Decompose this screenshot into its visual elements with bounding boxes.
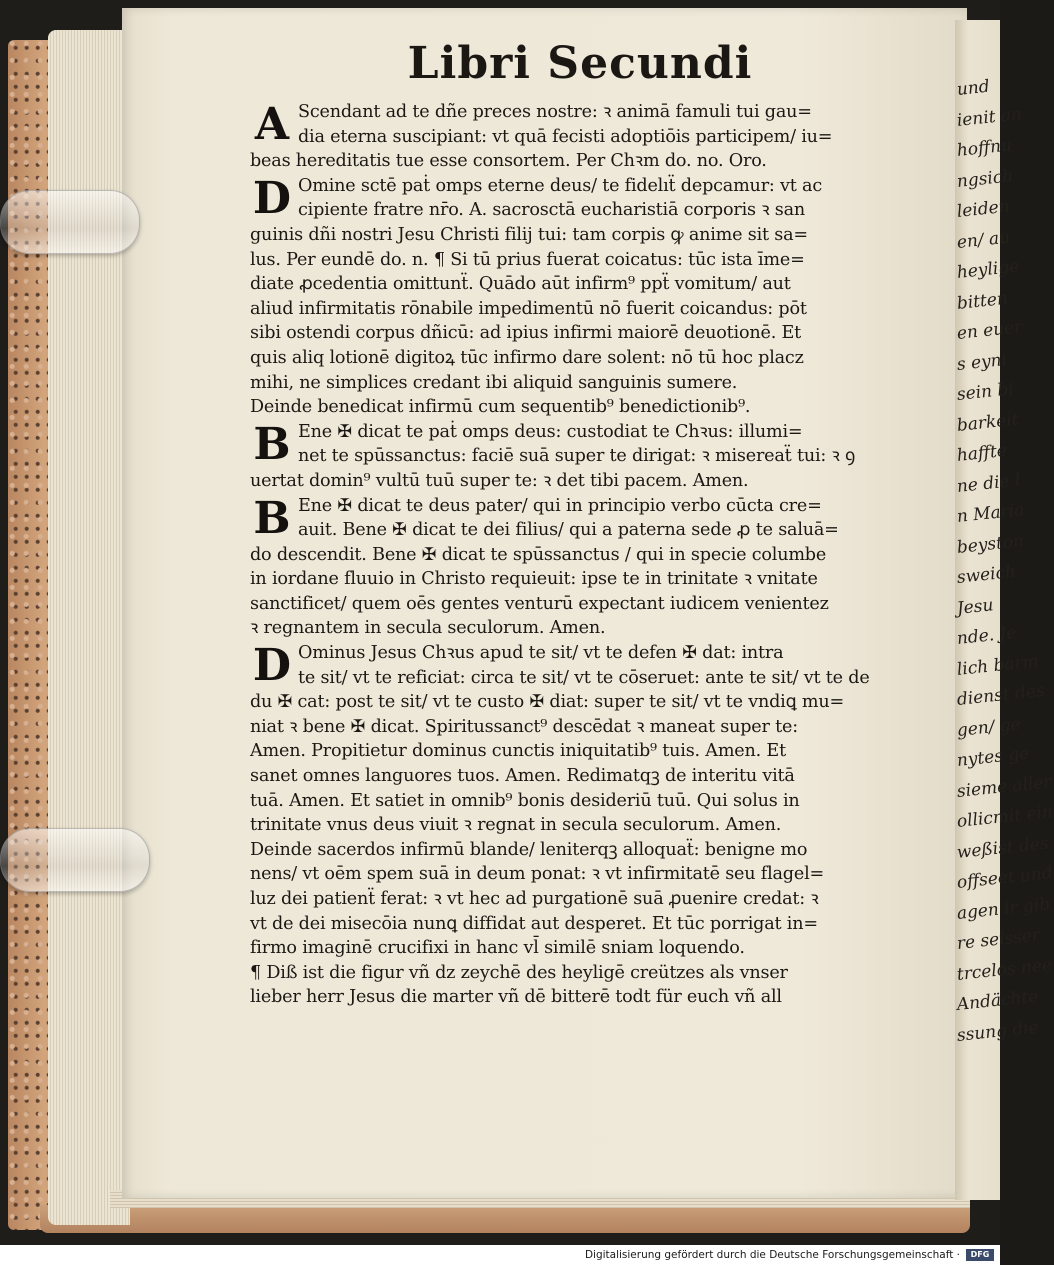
text-line: do descendit. Bene ✠ dicat te spūssanctus / qui in specie columbe — [250, 544, 827, 565]
text-line: Deinde sacerdos infirmū blande/ leniterqꝫ alloquaẗ: benigne mo — [250, 839, 808, 860]
text-line: dia eterna suscipiant: vt quā fecisti adoptiōis participem/ iu= — [298, 126, 833, 147]
text-line: sibi ostendi corpus dñicū: ad ipius infirmi maiorē deuotionē. Et — [250, 323, 802, 344]
text-line: sanctificet/ quem oēs gentes venturū expectant iudicem venientez — [250, 593, 829, 614]
text-line: du ✠ cat: post te sit/ vt te custo ✠ diat: super te sit/ vt te vndiꝗ mu= — [250, 692, 845, 713]
facing-page-line: lich barm — [955, 650, 1040, 680]
facing-page-line: und — [955, 76, 991, 100]
facing-page-line: ngsich — [955, 165, 1015, 192]
funding-credit: Digitalisierung gefördert durch die Deutsche Forschungsgemeinschaft · — [584, 1249, 960, 1261]
text-line: sanet omnes languores tuos. Amen. Redimatqꝫ de interitu vitā — [250, 766, 795, 787]
facing-page-line: leiden — [955, 196, 1011, 222]
text-line: ¶ Diß ist die figur vñ dz zeychē des heyligē creützes als vnser — [250, 962, 788, 983]
facing-page-line: trcelos nee — [955, 954, 1053, 985]
facing-page-line: heylige — [955, 256, 1021, 283]
facing-page-line: hoffnu — [955, 135, 1013, 161]
drop-cap-initial: D — [252, 640, 292, 692]
dfg-logo: DFG — [966, 1249, 994, 1261]
facing-page-line: ollicmit ein — [955, 801, 1054, 832]
facing-page-line: dienst des — [955, 680, 1046, 710]
facing-page-line: weßist des — [955, 832, 1050, 863]
facing-page-line: re seisser — [955, 925, 1042, 954]
facing-page-line: beyston — [955, 530, 1025, 558]
text-line: tuā. Amen. Et satiet in omnib⁹ bonis desideriū tuū. Qui solus in — [250, 790, 800, 811]
facing-page-line: agen ir gib — [955, 893, 1052, 924]
text-line: niat ꝛ bene ✠ dicat. Spiritussanct⁹ descēdat ꝛ maneat super te: — [250, 716, 798, 737]
drop-cap-initial: B — [253, 492, 291, 544]
text-line: net te spūssanctus: faciē suā super te dirigat: ꝛ misereaẗ tui: ꝛ ꝯ — [298, 446, 856, 467]
page-clip-upper — [0, 190, 140, 254]
facing-page-line: ne die l — [955, 469, 1022, 497]
text-line: Deinde benedicat infirmū cum sequentib⁹ benedictionib⁹. — [250, 397, 751, 418]
facing-page-line: bitten — [955, 288, 1009, 314]
text-line: Scendant ad te dñe preces nostre: ꝛ animā famuli tui gau= — [298, 102, 812, 122]
text-line: Ene ✠ dicat te deus pater/ qui in principio verbo cūcta cre= — [298, 495, 822, 516]
text-line: guinis dñi nostri Jesu Christi filij tui: tam corpis ꝙ anime sit sa= — [250, 224, 808, 245]
facing-page-fragment — [955, 20, 1054, 1200]
text-line: lieber herr Jesus die marter vñ dē bitterē todt für euch vñ all — [250, 987, 782, 1008]
text-line: te sit/ vt te reficiat: circa te sit/ vt te cōseruet: ante te sit/ vt te de — [298, 667, 870, 688]
facing-page-line: gen/ ge — [955, 713, 1022, 741]
text-line: cipiente fratre nr̄o. A. sacrosctā eucharistiā corporis ꝛ san — [298, 200, 806, 221]
facing-page-line: nde. Je — [955, 622, 1018, 649]
text-line: Ominus Jesus Chꝛus apud te sit/ vt te defen ✠ dat: intra — [298, 643, 784, 664]
facing-page-line: offseet und — [955, 863, 1054, 893]
text-line: uertat domin⁹ vultū tuū super te: ꝛ det tibi pacem. Amen. — [250, 470, 749, 491]
page-clip-lower — [0, 828, 150, 892]
facing-page-line: en/ au — [955, 226, 1011, 253]
text-line: ꝛ regnantem in secula seculorum. Amen. — [250, 618, 606, 639]
text-line: firmo imaginē crucifixi in hanc vl̄ similē sniam loquendo. — [250, 938, 745, 959]
text-line: vt de dei misecōia nunꝗ diffidat aut desperet. Et tūc porrigat in= — [250, 913, 818, 934]
book-cover-bottom — [40, 1205, 970, 1233]
drop-cap-initial: B — [253, 418, 291, 470]
text-line: Omine sctē paṫ omps eterne deus/ te fidelıẗ depcamur: vt ac — [298, 175, 822, 196]
text-line: nens/ vt oēm spem suā in deum ponat: ꝛ vt infirmitatē seu flagel= — [250, 864, 825, 885]
text-line: aliud infirmitatis rōnabile impedimentū nō fuerit coicandus: pōt — [250, 298, 807, 319]
facing-page-line: n Maria — [955, 499, 1026, 527]
text-line: in iordane fluuio in Christo requieuit: ipse te in trinitate ꝛ vnitate — [250, 569, 818, 590]
footer-bar — [0, 1245, 1000, 1265]
facing-page-line: sein bi — [955, 379, 1015, 405]
text-line: diate ꝓcedentia omittunẗ. Quādo aūt infirm⁹ ppẗ vomitum/ aut — [250, 274, 791, 295]
text-line: auit. Bene ✠ dicat te dei filius/ qui a paterna sede ꝓ te saluā= — [298, 520, 839, 541]
facing-page-line: haffte — [955, 440, 1008, 466]
facing-page-line: sieme aller — [955, 771, 1053, 802]
text-line: Ene ✠ dicat te paṫ omps deus: custodiat te Chꝛus: illumi= — [298, 421, 803, 442]
text-line: beas hereditatis tue esse consortem. Per Chꝛm do. no. Oro. — [250, 151, 767, 172]
page-text — [250, 36, 910, 1010]
text-line: quis aliq lotionē digitoꝝ tūc infirmo dare solent: nō tū hoc placz — [250, 347, 804, 368]
facing-page-line: Jesu — [955, 594, 995, 619]
facing-page-line: sweich — [955, 561, 1017, 588]
text-lines — [250, 100, 910, 1010]
facing-page-line: en euer — [955, 317, 1024, 344]
text-line: lus. Per eundē do. n. ¶ Si tū prius fuerat coicatus: tūc ista īme= — [250, 249, 805, 270]
text-line: Amen. Propitietur dominus cunctis iniquitatib⁹ tuis. Amen. Et — [250, 741, 786, 762]
drop-cap-initial: D — [252, 172, 292, 224]
facing-page-line: nytes ge — [955, 743, 1031, 771]
facing-page-line: ssung die — [955, 1016, 1040, 1046]
running-head: Libri Secundi — [407, 38, 753, 89]
facing-page-line: barkeit — [955, 409, 1020, 436]
drop-cap-initial: A — [254, 99, 290, 150]
text-line: trinitate vnus deus viuit ꝛ regnat in secula seculorum. Amen. — [250, 815, 782, 836]
facing-page-line: Andächte — [955, 986, 1040, 1015]
facing-page-line: ienit an — [955, 103, 1023, 131]
text-line: mihi, ne simplices credant ibi aliquid sanguinis sumere. — [250, 372, 738, 393]
facing-page-line: s eyni — [955, 349, 1008, 375]
text-line: luz dei patienẗ ferat: ꝛ vt hec ad purgationē suā ꝓuenire credat: ꝛ — [250, 889, 819, 909]
